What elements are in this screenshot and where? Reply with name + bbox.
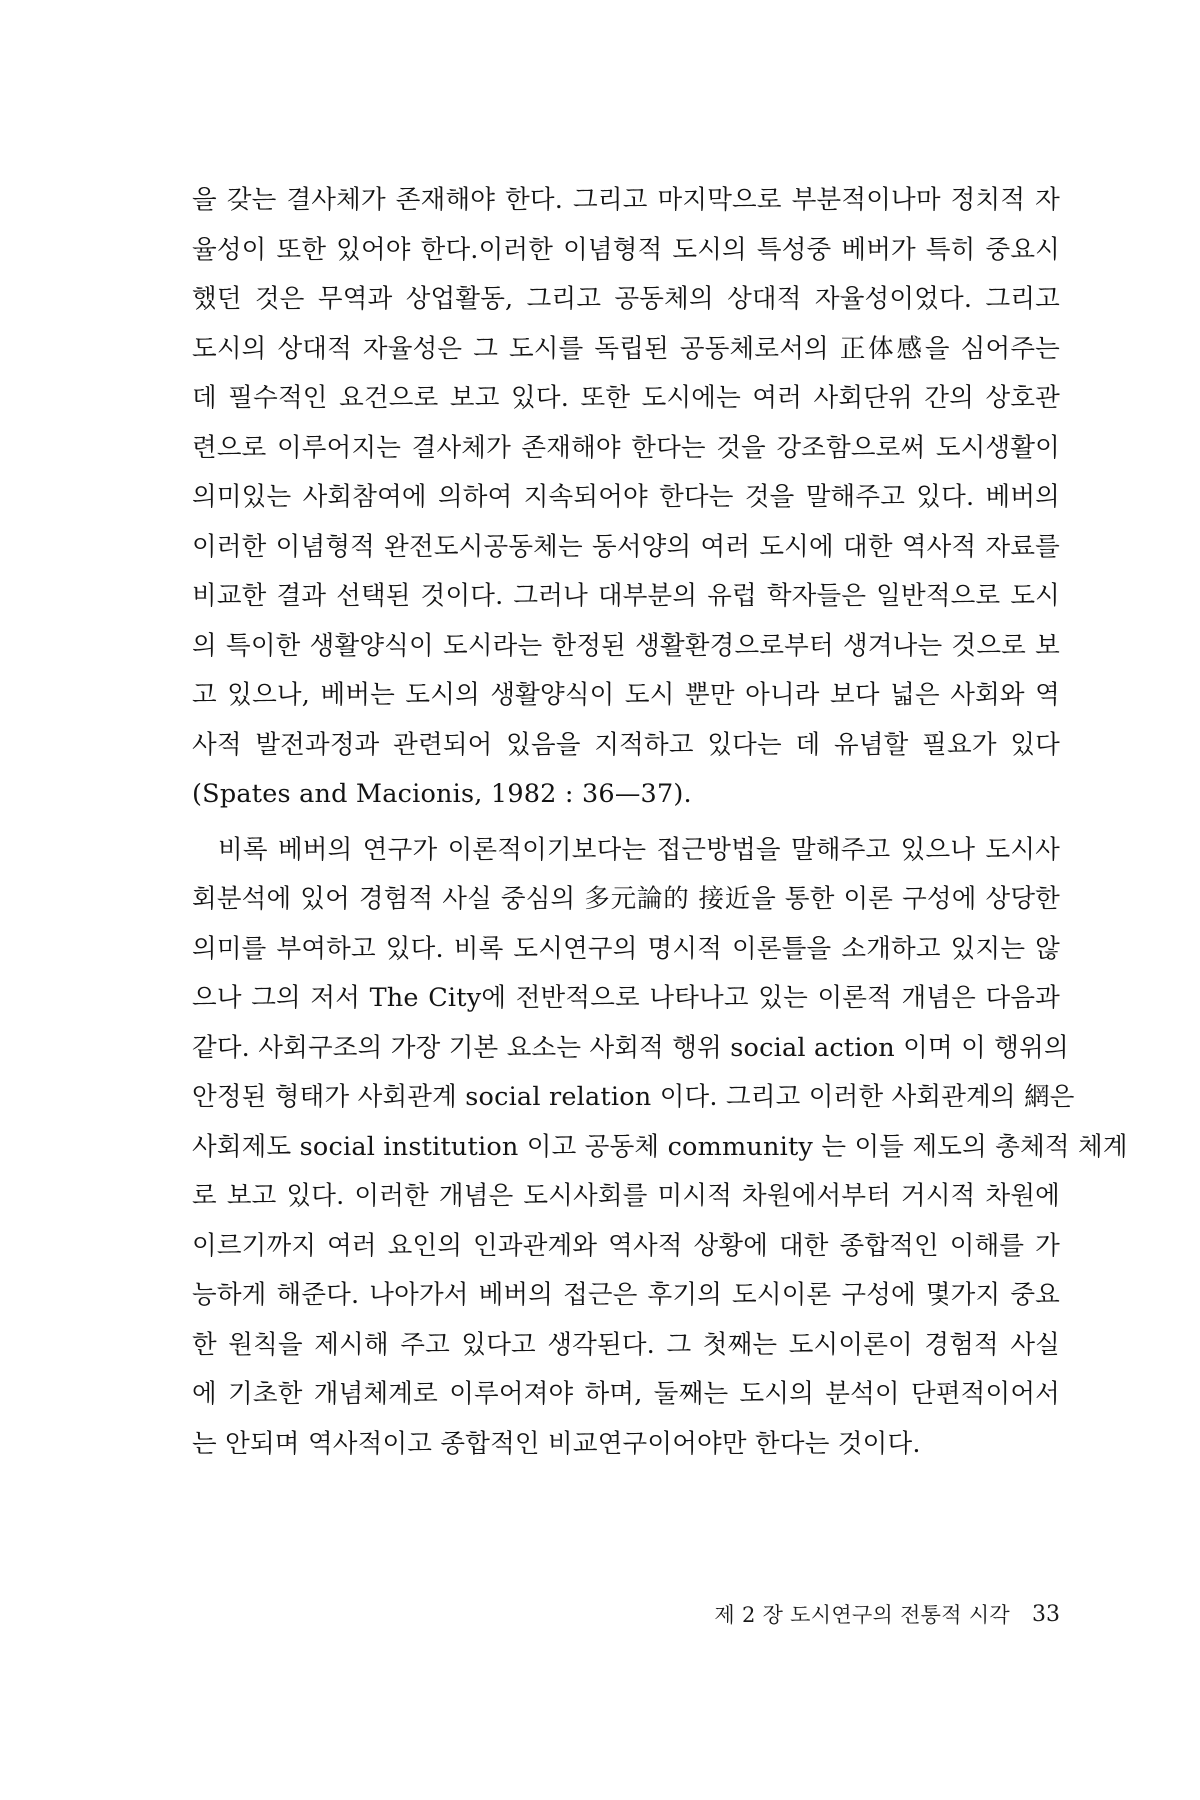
text-line: 의 특이한 생활양식이 도시라는 한정된 생활환경으로부터 생겨나는 것으로 보: [192, 630, 1060, 661]
text-line: 으나 그의 저서 The City에 전반적으로 나타나고 있는 이론적 개념은 다음과: [192, 983, 1060, 1013]
text-line: 고 있으나, 베버는 도시의 생활양식이 도시 뿐만 아니라 보다 넓은 사회와 역: [192, 680, 1060, 710]
running-footer: [708, 1594, 1060, 1634]
text-line: 했던 것은 무역과 상업활동, 그리고 공동체의 상대적 자율성이었다. 그리고: [192, 284, 1060, 314]
text-line: 같다. 사회구조의 가장 기본 요소는 사회적 행위 social action 이며 이 행위의: [192, 1032, 1069, 1063]
text-line: 에 기초한 개념체계로 이루어져야 하며, 둘째는 도시의 분석이 단편적이어서: [192, 1379, 1060, 1409]
page-number: 33: [1032, 1601, 1060, 1627]
text-line: 의미를 부여하고 있다. 비록 도시연구의 명시적 이론틀을 소개하고 있지는 않: [192, 933, 1060, 964]
text-line: 능하게 해준다. 나아가서 베버의 접근은 후기의 도시이론 구성에 몇가지 중요: [192, 1280, 1060, 1310]
text-line: 사적 발전과정과 관련되어 있음을 지적하고 있다는 데 유념할 필요가 있다: [192, 729, 1060, 760]
text-line: 한 원칙을 제시해 주고 있다고 생각된다. 그 첫째는 도시이론이 경험적 사실: [192, 1329, 1060, 1360]
text-line: 안정된 형태가 사회관계 social relation 이다. 그리고 이러한 사회관계의 網은: [192, 1082, 1075, 1112]
text-line: 을 갖는 결사체가 존재해야 한다. 그리고 마지막으로 부분적이나마 정치적 자: [192, 185, 1060, 215]
text-line: 의미있는 사회참여에 의하여 지속되어야 한다는 것을 말해주고 있다. 베버의: [192, 482, 1060, 512]
body-text: [192, 176, 1128, 1469]
paragraph-1: [192, 176, 1060, 820]
chapter-title: 제 2 장 도시연구의 전통적 시각: [714, 1603, 1010, 1627]
text-line: 율성이 또한 있어야 한다.이러한 이념형적 도시의 특성중 베버가 특히 중요시: [192, 234, 1060, 265]
text-line: 로 보고 있다. 이러한 개념은 도시사회를 미시적 차원에서부터 거시적 차원에: [192, 1181, 1060, 1211]
text-line: 도시의 상대적 자율성은 그 도시를 독립된 공동체로서의 正体感을 심어주는: [192, 333, 1060, 364]
text-line: 사회제도 social institution 이고 공동체 community 는 이들 제도의 총체적 체계: [192, 1131, 1128, 1162]
text-line: 는 안되며 역사적이고 종합적인 비교연구이어야만 한다는 것이다.: [192, 1428, 921, 1459]
text-line: 비교한 결과 선택된 것이다. 그러나 대부분의 유럽 학자들은 일반적으로 도시: [192, 581, 1060, 611]
text-line: 데 필수적인 요건으로 보고 있다. 또한 도시에는 여러 사회단위 간의 상호관: [192, 383, 1060, 413]
paragraph-2: [192, 826, 1128, 1470]
text-line: 련으로 이루어지는 결사체가 존재해야 한다는 것을 강조함으로써 도시생활이: [192, 432, 1060, 463]
citation-line: (Spates and Macionis, 1982 : 36—37).: [192, 779, 692, 809]
text-line: 비록 베버의 연구가 이론적이기보다는 접근방법을 말해주고 있으나 도시사: [218, 834, 1060, 865]
text-line: 회분석에 있어 경험적 사실 중심의 多元論的 接近을 통한 이론 구성에 상당한: [192, 884, 1060, 914]
text-line: 이러한 이념형적 완전도시공동체는 동서양의 여러 도시에 대한 역사적 자료를: [192, 531, 1060, 562]
text-line: 이르기까지 여러 요인의 인과관계와 역사적 상황에 대한 종합적인 이해를 가: [192, 1230, 1060, 1261]
